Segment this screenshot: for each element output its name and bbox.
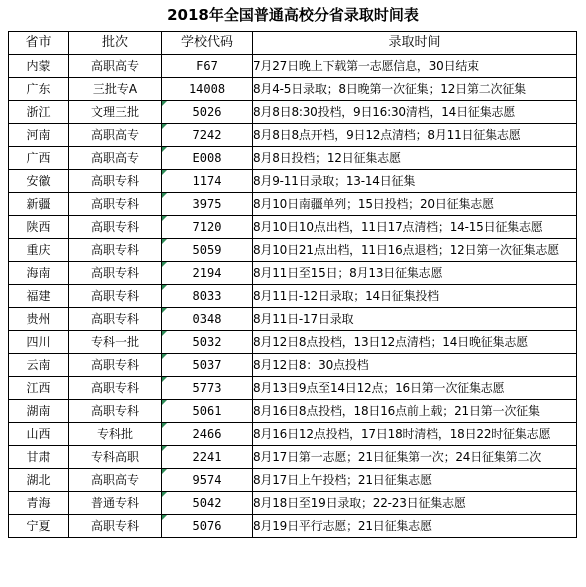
batch-cell: 高职专科 <box>69 262 162 285</box>
province-cell: 四川 <box>9 331 69 354</box>
school-code-cell: 9574 <box>162 469 253 492</box>
batch-cell: 高职专科 <box>69 308 162 331</box>
admission-time-cell: 8月10日21点出档，11日16点退档；12日第一次征集志愿 <box>253 239 577 262</box>
table-row <box>9 400 577 423</box>
table-row <box>9 469 577 492</box>
table-row <box>9 78 577 101</box>
admission-time-cell: 8月12日8点投档，13日12点清档；14日晚征集志愿 <box>253 331 577 354</box>
batch-cell: 专科一批 <box>69 331 162 354</box>
province-cell: 云南 <box>9 354 69 377</box>
table-row <box>9 216 577 239</box>
province-cell: 河南 <box>9 124 69 147</box>
batch-cell: 专科高职 <box>69 446 162 469</box>
batch-cell: 高职高专 <box>69 469 162 492</box>
table-row <box>9 262 577 285</box>
batch-cell: 高职专科 <box>69 193 162 216</box>
school-code-cell: 5076 <box>162 515 253 538</box>
school-code-cell: 3975 <box>162 193 253 216</box>
province-cell: 内蒙 <box>9 55 69 78</box>
batch-cell: 高职专科 <box>69 285 162 308</box>
province-cell: 新疆 <box>9 193 69 216</box>
batch-cell: 普通专科 <box>69 492 162 515</box>
school-code-cell: 7242 <box>162 124 253 147</box>
batch-cell: 三批专A <box>69 78 162 101</box>
table-row <box>9 55 577 78</box>
admission-time-cell: 8月17日上午投档；21日征集志愿 <box>253 469 577 492</box>
batch-cell: 高职专科 <box>69 354 162 377</box>
province-cell: 海南 <box>9 262 69 285</box>
batch-cell: 专科批 <box>69 423 162 446</box>
admission-time-cell: 8月11日至15日；8月13日征集志愿 <box>253 262 577 285</box>
batch-cell: 高职专科 <box>69 216 162 239</box>
batch-cell: 高职专科 <box>69 239 162 262</box>
province-cell: 湖北 <box>9 469 69 492</box>
table-row <box>9 193 577 216</box>
admission-time-cell: 8月18日至19日录取；22-23日征集志愿 <box>253 492 577 515</box>
table-row <box>9 124 577 147</box>
province-cell: 宁夏 <box>9 515 69 538</box>
table-row <box>9 308 577 331</box>
header-row <box>9 32 577 55</box>
table-body <box>9 55 577 538</box>
school-code-cell: 5037 <box>162 354 253 377</box>
admission-time-cell: 8月16日8点投档，18日16点前上载；21日第一次征集 <box>253 400 577 423</box>
school-code-cell: 5026 <box>162 101 253 124</box>
admission-time-cell: 8月8日8点开档，9日12点清档；8月11日征集志愿 <box>253 124 577 147</box>
admission-time-cell: 8月13日9点至14日12点；16日第一次征集志愿 <box>253 377 577 400</box>
batch-cell: 文理三批 <box>69 101 162 124</box>
school-code-cell: 7120 <box>162 216 253 239</box>
school-code-cell: 5061 <box>162 400 253 423</box>
header-province: 省市 <box>9 32 69 55</box>
school-code-cell: 0348 <box>162 308 253 331</box>
province-cell: 浙江 <box>9 101 69 124</box>
header-batch: 批次 <box>69 32 162 55</box>
table-row <box>9 101 577 124</box>
school-code-cell: 14008 <box>162 78 253 101</box>
table-row <box>9 377 577 400</box>
province-cell: 江西 <box>9 377 69 400</box>
province-cell: 陕西 <box>9 216 69 239</box>
admission-time-cell: 8月10日10点出档，11日17点清档；14-15日征集志愿 <box>253 216 577 239</box>
province-cell: 贵州 <box>9 308 69 331</box>
school-code-cell: 2466 <box>162 423 253 446</box>
admission-schedule-table <box>8 31 577 538</box>
admission-time-cell: 8月17日第一志愿；21日征集第一次；24日征集第二次 <box>253 446 577 469</box>
table-row <box>9 354 577 377</box>
province-cell: 福建 <box>9 285 69 308</box>
table-row <box>9 446 577 469</box>
table-row <box>9 515 577 538</box>
school-code-cell: 8033 <box>162 285 253 308</box>
batch-cell: 高职高专 <box>69 55 162 78</box>
admission-time-cell: 7月27日晚上下载第一志愿信息，30日结束 <box>253 55 577 78</box>
batch-cell: 高职高专 <box>69 124 162 147</box>
province-cell: 广西 <box>9 147 69 170</box>
province-cell: 广东 <box>9 78 69 101</box>
batch-cell: 高职专科 <box>69 170 162 193</box>
province-cell: 青海 <box>9 492 69 515</box>
admission-time-cell: 8月8日8:30投档，9日16:30清档，14日征集志愿 <box>253 101 577 124</box>
school-code-cell: F67 <box>162 55 253 78</box>
school-code-cell: 1174 <box>162 170 253 193</box>
school-code-cell: 2194 <box>162 262 253 285</box>
admission-time-cell: 8月12日8：30点投档 <box>253 354 577 377</box>
province-cell: 重庆 <box>9 239 69 262</box>
school-code-cell: 2241 <box>162 446 253 469</box>
table-row <box>9 423 577 446</box>
batch-cell: 高职高专 <box>69 147 162 170</box>
school-code-cell: 5059 <box>162 239 253 262</box>
batch-cell: 高职专科 <box>69 515 162 538</box>
province-cell: 山西 <box>9 423 69 446</box>
province-cell: 安徽 <box>9 170 69 193</box>
admission-time-cell: 8月16日12点投档，17日18时清档，18日22时征集志愿 <box>253 423 577 446</box>
table-row <box>9 285 577 308</box>
table-row <box>9 331 577 354</box>
admission-time-cell: 8月10日南疆单列；15日投档；20日征集志愿 <box>253 193 577 216</box>
batch-cell: 高职专科 <box>69 400 162 423</box>
table-title: 2018年全国普通高校分省录取时间表 <box>167 6 419 24</box>
admission-time-cell: 8月8日投档；12日征集志愿 <box>253 147 577 170</box>
province-cell: 甘肃 <box>9 446 69 469</box>
admission-time-cell: 8月19日平行志愿；21日征集志愿 <box>253 515 577 538</box>
admission-time-cell: 8月11日-17日录取 <box>253 308 577 331</box>
admission-time-cell: 8月9-11日录取；13-14日征集 <box>253 170 577 193</box>
table-row <box>9 170 577 193</box>
school-code-cell: 5773 <box>162 377 253 400</box>
school-code-cell: E008 <box>162 147 253 170</box>
admission-time-cell: 8月4-5日录取；8日晚第一次征集；12日第二次征集 <box>253 78 577 101</box>
batch-cell: 高职专科 <box>69 377 162 400</box>
school-code-cell: 5042 <box>162 492 253 515</box>
header-school-code: 学校代码 <box>162 32 253 55</box>
table-row <box>9 239 577 262</box>
table-row <box>9 147 577 170</box>
province-cell: 湖南 <box>9 400 69 423</box>
header-admission-time: 录取时间 <box>253 32 577 55</box>
table-row <box>9 492 577 515</box>
admission-time-cell: 8月11日-12日录取；14日征集投档 <box>253 285 577 308</box>
school-code-cell: 5032 <box>162 331 253 354</box>
